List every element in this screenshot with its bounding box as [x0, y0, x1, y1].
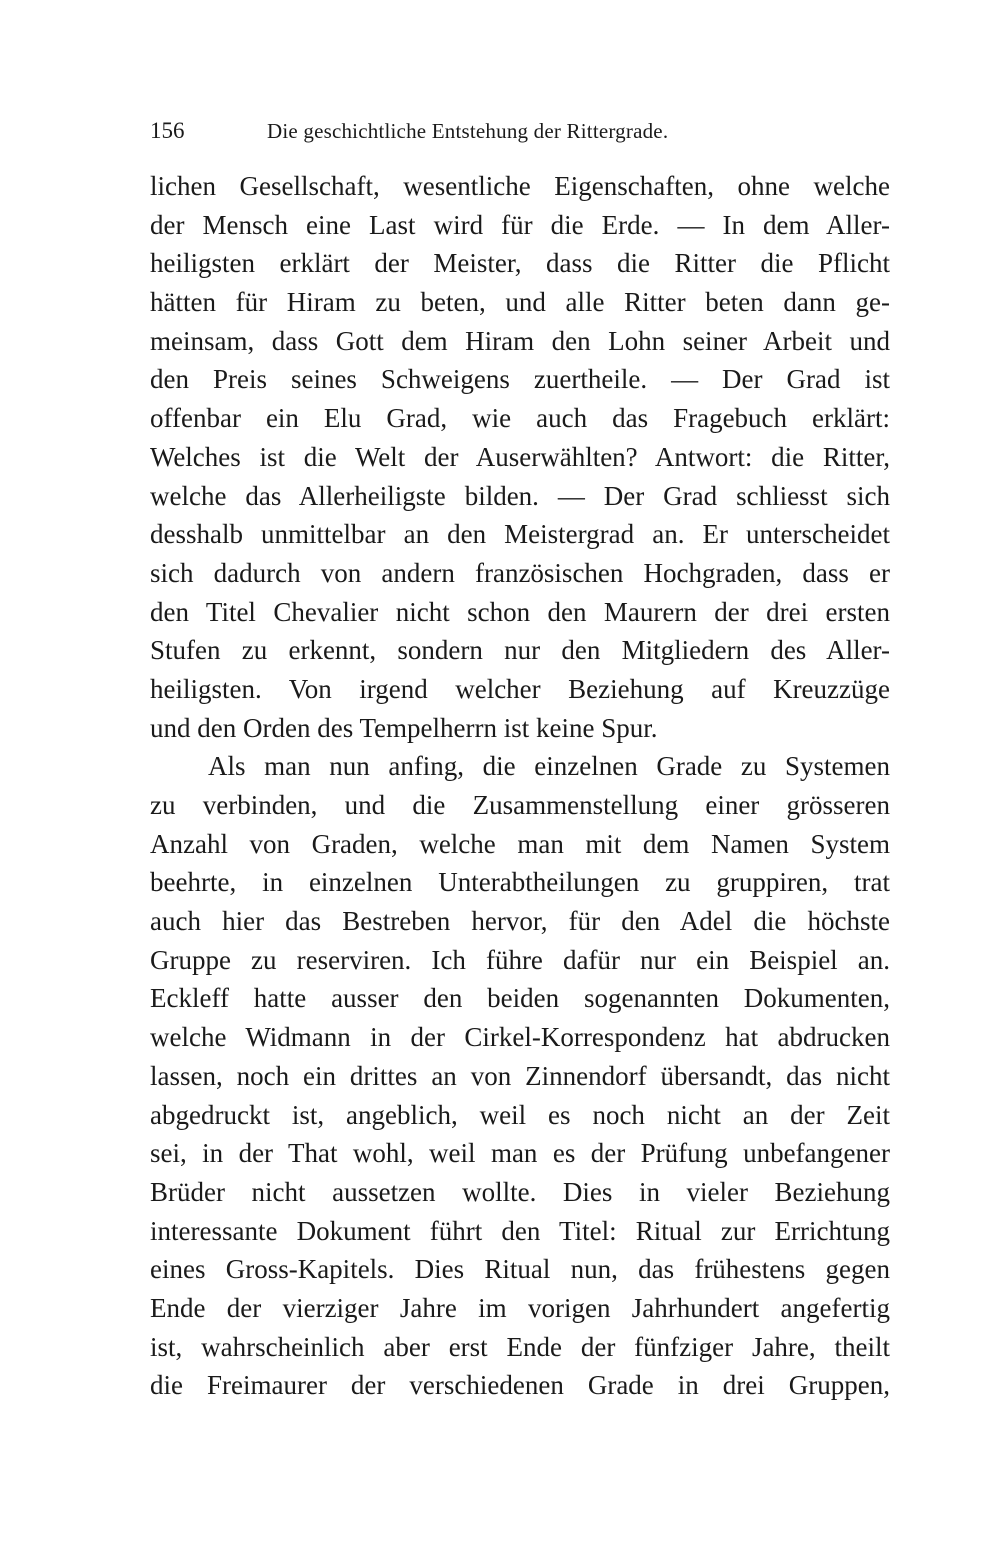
text-line: den Preis seines Schweigens zuertheile. — Der Grad ist	[150, 364, 890, 395]
text-line: der Mensch eine Last wird für die Erde. — In dem Aller-	[150, 209, 890, 240]
text-line: eines Gross-Kapitels. Dies Ritual nun, das frühestens gegen	[150, 1254, 890, 1285]
body-text	[150, 167, 890, 1405]
text-line: welche das Allerheiligste bilden. — Der Grad schliesst sich	[150, 480, 890, 511]
paragraph-start-line: Als man nun anfing, die einzelnen Grade zu Systemen	[208, 751, 890, 782]
text-line: abgedruckt ist, angeblich, weil es noch nicht an der Zeit	[150, 1099, 890, 1130]
text-line: auch hier das Bestreben hervor, für den Adel die höchste	[150, 906, 890, 937]
text-line: zu verbinden, und die Zusammenstellung einer grösseren	[150, 790, 890, 820]
text-line: Ende der vierziger Jahre im vorigen Jahrhundert angefertig	[150, 1292, 890, 1323]
running-head	[150, 113, 890, 149]
text-line: lassen, noch ein drittes an von Zinnendorf übersandt, das nicht	[150, 1060, 890, 1091]
text-line: welche Widmann in der Cirkel-Korrespondenz hat abdrucken	[150, 1022, 890, 1053]
text-line: Anzahl von Graden, welche man mit dem Namen System	[150, 828, 890, 859]
text-line: sich dadurch von andern französischen Hochgraden, dass er	[150, 557, 890, 588]
text-line: beehrte, in einzelnen Unterabtheilungen zu gruppiren, trat	[150, 867, 890, 898]
text-line: Eckleff hatte ausser den beiden sogenannten Dokumenten,	[150, 983, 890, 1014]
text-line: meinsam, dass Gott dem Hiram den Lohn seiner Arbeit und	[150, 325, 890, 356]
text-line: sei, in der That wohl, weil man es der Prüfung unbefangener	[150, 1138, 890, 1169]
paragraph-end-line: und den Orden des Tempelherrn ist keine Spur.	[150, 712, 658, 743]
text-line: interessante Dokument führt den Titel: Ritual zur Errichtung	[150, 1215, 890, 1246]
text-line: Gruppe zu reserviren. Ich führe dafür nur ein Beispiel an.	[150, 944, 890, 975]
text-line: ist, wahrscheinlich aber erst Ende der fünfziger Jahre, theilt	[150, 1331, 890, 1362]
running-title: Die geschichtliche Entstehung der Rittergrade.	[267, 119, 669, 143]
text-line: heiligsten. Von irgend welcher Beziehung auf Kreuzzüge	[150, 673, 890, 704]
text-line: desshalb unmittelbar an den Meistergrad an. Er unterscheidet	[150, 519, 890, 550]
text-line: heiligsten erklärt der Meister, dass die Ritter die Pflicht	[150, 248, 890, 279]
text-line: Brüder nicht aussetzen wollte. Dies in vieler Beziehung	[150, 1176, 890, 1207]
page-number: 156	[150, 118, 185, 143]
text-line: lichen Gesellschaft, wesentliche Eigenschaften, ohne welche	[150, 171, 890, 201]
text-line: offenbar ein Elu Grad, wie auch das Fragebuch erklärt:	[150, 403, 890, 434]
text-line: den Titel Chevalier nicht schon den Maurern der drei ersten	[150, 596, 890, 627]
text-line: die Freimaurer der verschiedenen Grade in drei Gruppen,	[150, 1370, 890, 1401]
text-line: Stufen zu erkennt, sondern nur den Mitgliedern des Aller-	[150, 635, 890, 666]
text-line: hätten für Hiram zu beten, und alle Ritter beten dann ge-	[150, 287, 890, 318]
text-line: Welches ist die Welt der Auserwählten? Antwort: die Ritter,	[150, 441, 890, 472]
